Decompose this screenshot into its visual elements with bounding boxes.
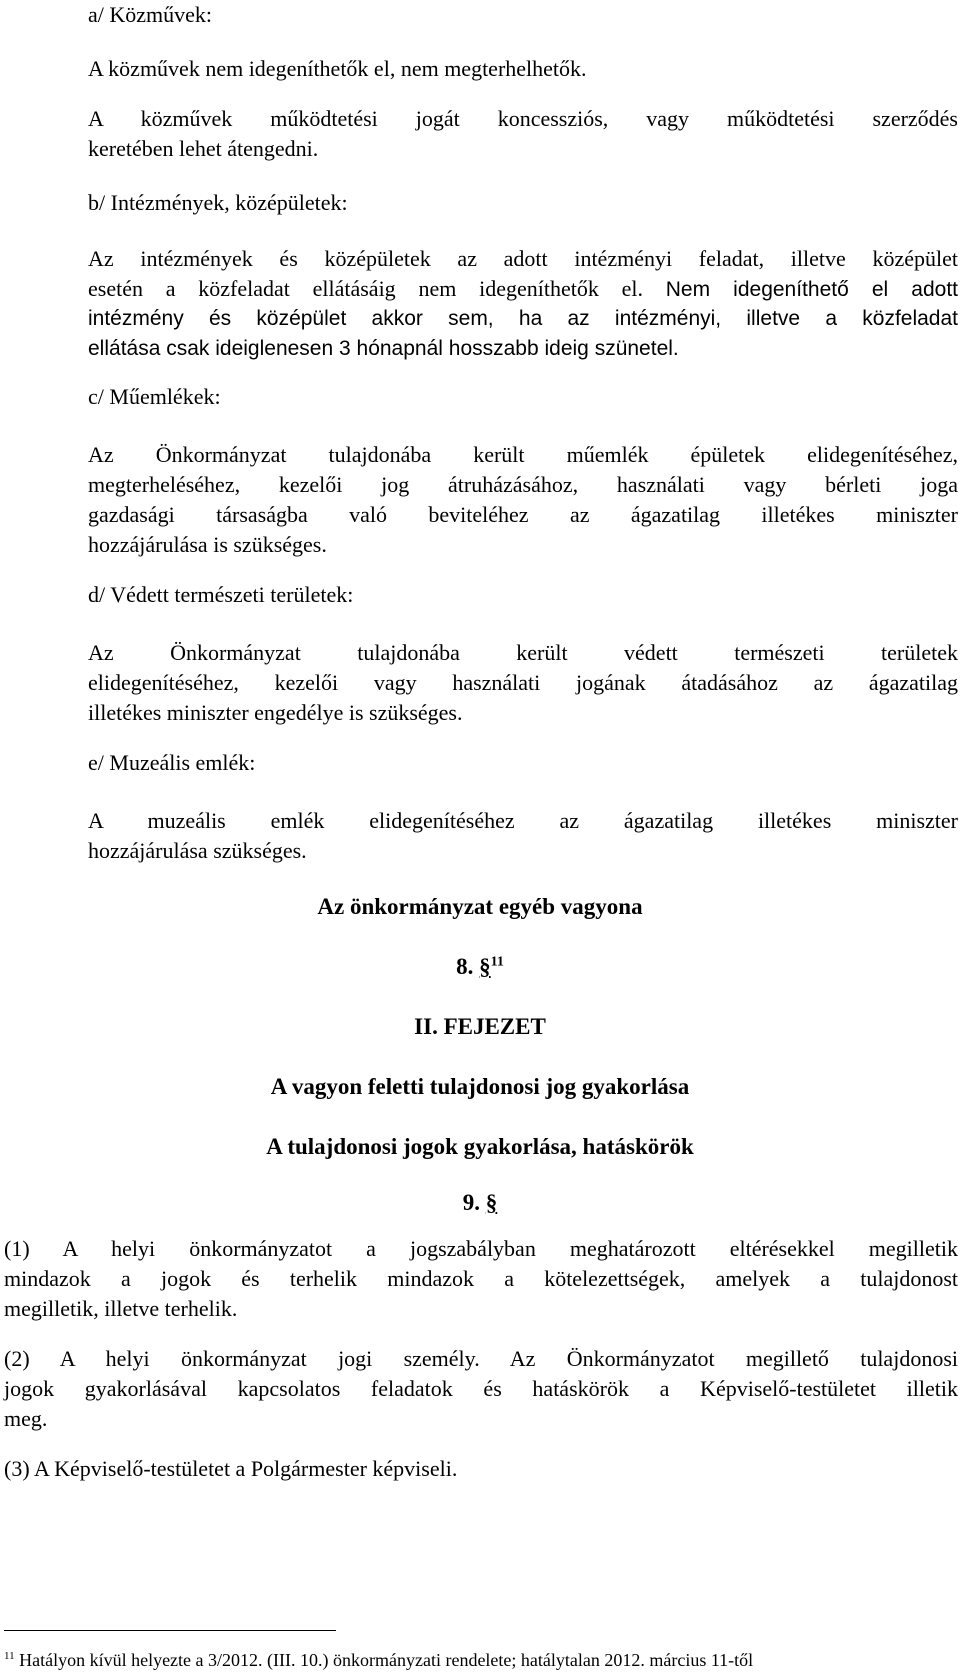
footnote-text: Hatályon kívül helyezte a 3/2012. (III. 10.) önkormányzati rendelete; hatálytalan 2012. március 11-től <box>19 1650 754 1670</box>
par9-p2-line-2: jogok gyakorlásával kapcsolatos feladatok és hatáskörök a Képviselő-testületet illetik <box>4 1376 958 1401</box>
section-c-line-1: Az Önkormányzat tulajdonába került műemlék épületek elidegenítéséhez, <box>88 442 958 467</box>
par9-p2-line-3: meg. <box>4 1406 48 1431</box>
section-b-heading: b/ Intézmények, középületek: <box>88 190 348 215</box>
footnote-11 <box>4 1648 960 1672</box>
par9-p1-line-1: (1) A helyi önkormányzatot a jogszabályban meghatározott eltérésekkel megilletik <box>4 1236 958 1261</box>
par9-p2-line-1: (2) A helyi önkormányzat jogi személy. Az Önkormányzatot megillető tulajdonosi <box>4 1346 958 1371</box>
section-b-line-1: Az intézmények és középületek az adott intézményi feladat, illetve középület <box>88 246 958 271</box>
par9-p3: (3) A Képviselő-testületet a Polgármester képviseli. <box>4 1456 458 1481</box>
section-c-line-4: hozzájárulása is szükséges. <box>88 532 327 557</box>
section-e-line-2: hozzájárulása szükséges. <box>88 838 307 863</box>
chapter-heading: II. FEJEZET <box>414 1014 546 1039</box>
section-c-line-3: gazdasági társaságba való beviteléhez az ágazatilag illetékes miniszter <box>88 502 958 527</box>
section-d-line-1: Az Önkormányzat tulajdonába került védett természeti területek <box>88 640 958 665</box>
section-a-paragraph-2-line-2: keretében lehet átengedni. <box>88 136 319 161</box>
heading-egyeb-vagyon: Az önkormányzat egyéb vagyona <box>317 894 643 919</box>
section-d-line-2: elidegenítéséhez, kezelői vagy használati jogának átadásához az ágazatilag <box>88 670 958 695</box>
paragraph-9-heading: 9. § <box>462 1190 498 1215</box>
section-b-line-2: esetén a közfeladat ellátásáig nem idegeníthetők el. Nem idegeníthető el adott <box>88 276 959 301</box>
footnote-number: 11 <box>4 1650 15 1662</box>
paragraph-8-heading: 8. §$^{11}$ <box>456 954 504 979</box>
section-a-paragraph-1: A közművek nem idegeníthetők el, nem megterhelhetők. <box>88 56 587 81</box>
section-c-line-2: megterheléséhez, kezelői jog átruházásához, használati vagy bérleti joga <box>88 472 958 497</box>
section-d-line-3: illetékes miniszter engedélye is szükséges. <box>88 700 463 725</box>
par9-p1-line-2: mindazok a jogok és terhelik mindazok a kötelezettségek, amelyek a tulajdonost <box>4 1266 958 1291</box>
section-b-line-3: intézmény és középület akkor sem, ha az intézményi, illetve a közfeladat <box>88 307 958 330</box>
section-a-heading: a/ Közművek: <box>88 2 213 27</box>
section-a-paragraph-2-line-1: A közművek működtetési jogát koncessziós, vagy működtetési szerződés <box>88 106 958 131</box>
footnote-ref-11[interactable]: 11 <box>490 954 504 970</box>
section-c-heading: c/ Műemlékek: <box>88 384 221 409</box>
chapter-title: A vagyon feletti tulajdonosi jog gyakorlása <box>270 1074 690 1099</box>
section-b-line-4: ellátása csak ideiglenesen 3 hónapnál hosszabb ideig szünetel. <box>88 337 679 360</box>
par9-p1-line-3: megilletik, illetve terhelik. <box>4 1296 238 1321</box>
chapter-subtitle: A tulajdonosi jogok gyakorlása, hatáskörök <box>266 1134 694 1159</box>
section-e-line-1: A muzeális emlék elidegenítéséhez az ágazatilag illetékes miniszter <box>88 808 958 833</box>
section-d-heading: d/ Védett természeti területek: <box>88 582 354 607</box>
footnote-divider <box>4 1630 336 1631</box>
section-e-heading: e/ Muzeális emlék: <box>88 750 256 775</box>
